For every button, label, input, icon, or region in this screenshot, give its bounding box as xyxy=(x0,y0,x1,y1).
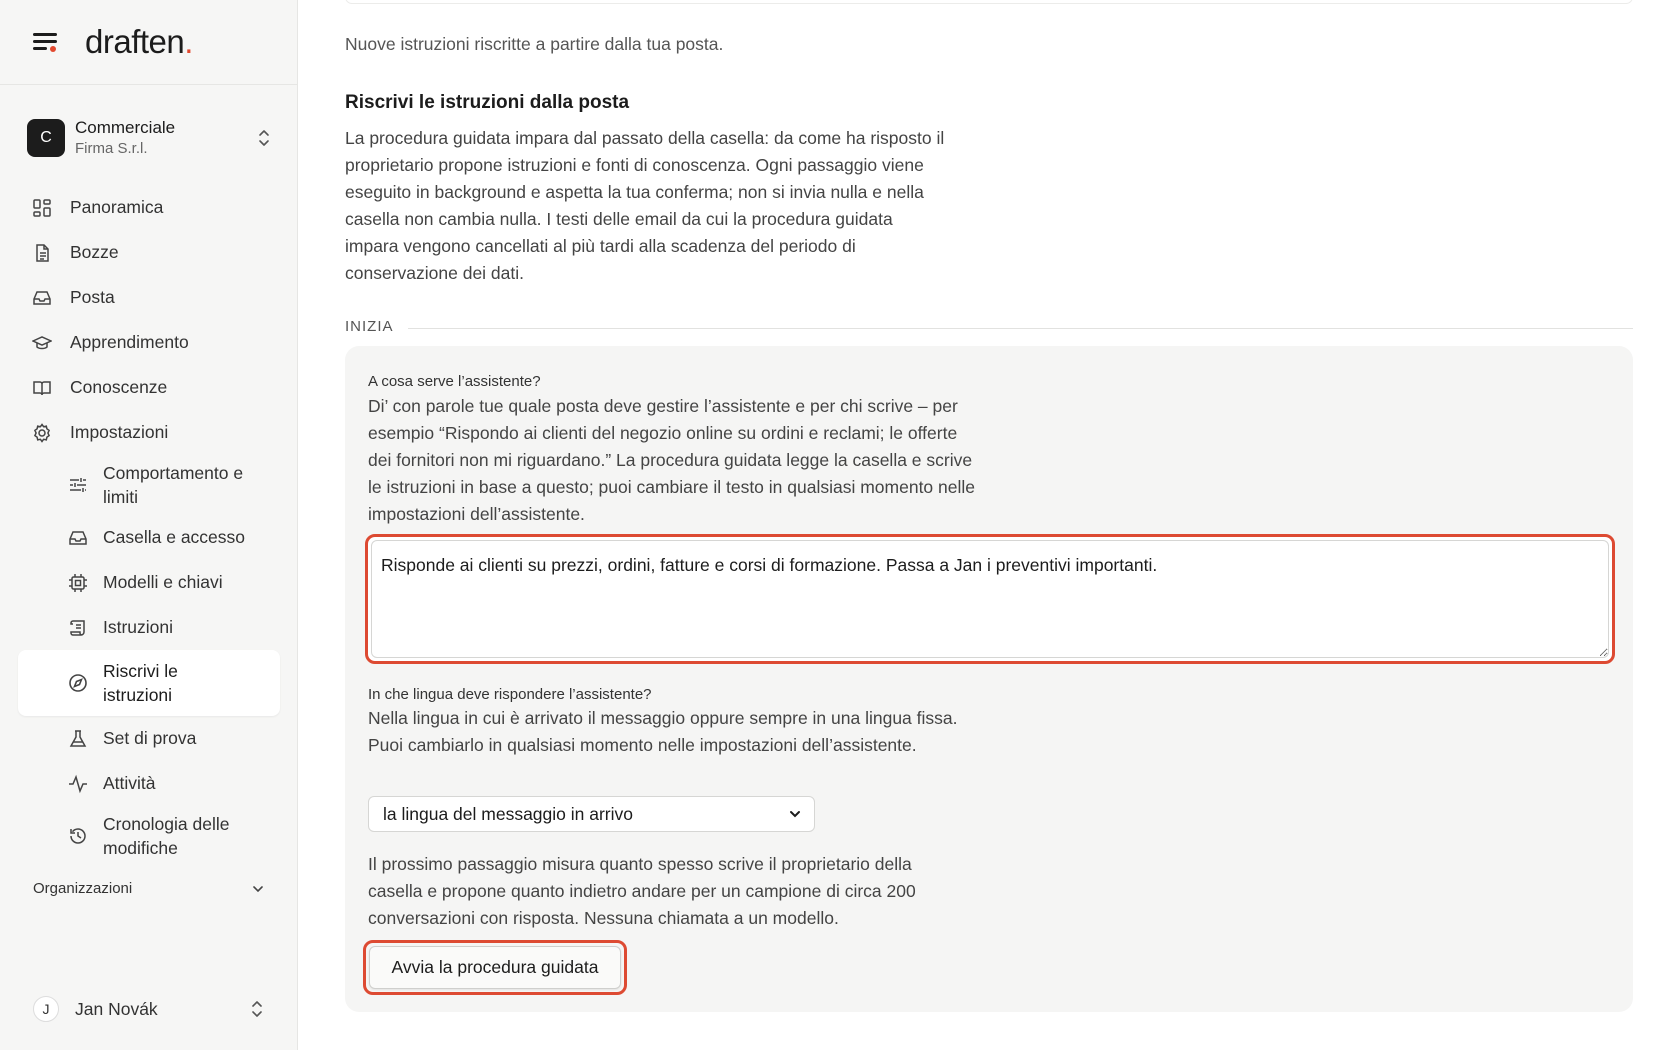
nav-label-history: Cronologia delle modifiche xyxy=(103,814,230,858)
nav-label-instructions: Istruzioni xyxy=(103,617,174,637)
start-button-highlight xyxy=(363,940,627,995)
start-divider xyxy=(345,318,1633,335)
section-description: La procedura guidata impara dal passato della casella: da come ha risposto il proprietario propone istruzioni e fonti di conoscenza. Ogni passaggio viene eseguito in background e aspetta la tua conferma; non si invia nulla e nella casella non cambia nulla. I testi delle email da cui la procedura guidata impara vengono cancellati al più tardi alla scadenza del periodo di conservazione dei dati. xyxy=(345,128,945,283)
nav-label-rewrite: Riscrivi le istruzioni xyxy=(103,661,178,705)
language-label: In che lingua deve rispondere l’assistente? xyxy=(368,686,652,703)
purpose-label: A cosa serve l’assistente? xyxy=(368,373,541,390)
workspace-org: Firma S.r.l. xyxy=(75,140,148,157)
language-select[interactable] xyxy=(368,796,815,832)
nav-label-drafts: Bozze xyxy=(70,242,119,262)
nav-label-knowledge: Conoscenze xyxy=(70,377,168,397)
intro-text: Nuove istruzioni riscritte a partire dalla tua posta. xyxy=(345,34,724,54)
nav-label-testset: Set di prova xyxy=(103,728,197,748)
divider xyxy=(408,328,1633,329)
purpose-textarea[interactable] xyxy=(371,540,1609,658)
nav-label-behavior: Comportamento e limiti xyxy=(103,463,244,507)
workspace-name: Commerciale xyxy=(75,118,176,137)
workspace-avatar: C xyxy=(27,119,65,157)
purpose-field-highlight xyxy=(365,534,1615,664)
organizations-label: Organizzazioni xyxy=(33,880,133,897)
nav-label-mailbox: Casella e accesso xyxy=(103,527,246,547)
nav-label-learning: Apprendimento xyxy=(70,332,189,352)
logo: draften. xyxy=(85,23,193,60)
nav-label-models: Modelli e chiavi xyxy=(103,572,223,592)
nav-label-activity: Attività xyxy=(103,773,156,793)
language-help: Nella lingua in cui è arrivato il messaggio oppure sempre in una lingua fissa. Puoi cambiarlo in qualsiasi momento nelle impostazioni dell’assistente. xyxy=(368,708,958,755)
avatar: J xyxy=(33,996,59,1022)
nav-label-settings: Impostazioni xyxy=(70,422,169,442)
purpose-help: Di’ con parole tue quale posta deve gestire l’assistente e per chi scrive – per esempio “Rispondo ai clienti del negozio online su ordini e reclami; le offerte dei fornitori non mi riguardano.” La procedura guidata legge la casella e scrive le istruzioni in base a questo; puoi cambiare il testo in qualsiasi momento nelle impostazioni dell’assistente. xyxy=(368,396,975,524)
wizard-start-card xyxy=(345,346,1633,1012)
page-title: Riscrivi le istruzioni dalla posta xyxy=(345,92,630,113)
user-name: Jan Novák xyxy=(75,998,158,1019)
start-wizard-button[interactable]: Avvia la procedura guidata xyxy=(369,946,621,989)
previous-card xyxy=(345,0,1633,4)
nav-label-mail: Posta xyxy=(70,287,115,307)
language-select-value: la lingua del messaggio in arrivo xyxy=(383,803,633,824)
next-step-note: Il prossimo passaggio misura quanto spesso scrive il proprietario della casella e propone quanto indietro andare per un campione di circa 200 conversazioni con risposta. Nessuna chiamata a un modello. xyxy=(368,854,916,928)
start-label: INIZIA xyxy=(345,318,394,335)
nav-label-overview: Panoramica xyxy=(70,197,164,217)
chevron-down-icon xyxy=(788,807,802,821)
